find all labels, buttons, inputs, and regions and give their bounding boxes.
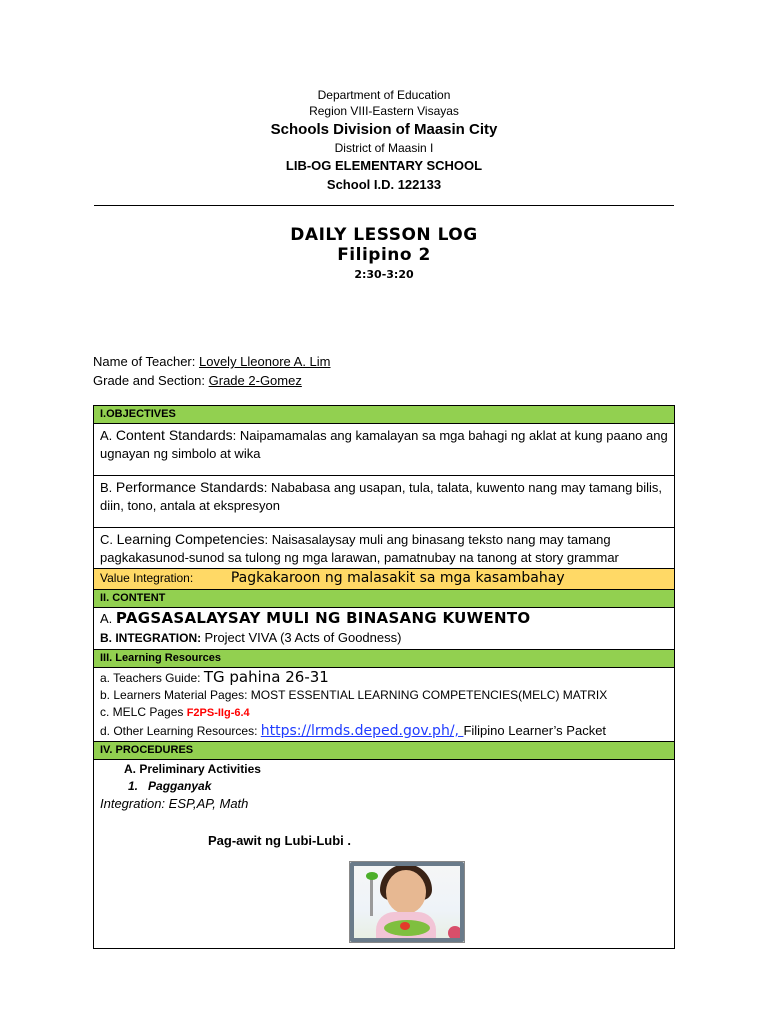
teachers-guide-line bbox=[100, 669, 668, 687]
subject-title: Filipino 2 bbox=[337, 245, 431, 265]
header-district: District of Maasin I bbox=[334, 141, 434, 155]
performance-standards-label: Performance Standards bbox=[115, 479, 264, 495]
header-department: Department of Education bbox=[317, 88, 451, 102]
lrmds-link[interactable]: https://lrmds.deped.gov.ph/, bbox=[260, 723, 464, 739]
content-standards-prefix: A. bbox=[100, 428, 116, 443]
teacher-name: Lovely Lleonore A. Lim bbox=[198, 354, 331, 369]
content-standards-cell bbox=[94, 424, 675, 476]
performance-standards-cell bbox=[94, 476, 675, 528]
girl-eating-vegetables-image bbox=[349, 861, 465, 943]
content-cell bbox=[94, 608, 675, 650]
content-heading: II. CONTENT bbox=[94, 590, 675, 608]
item-number: 1. bbox=[128, 779, 139, 793]
page-title: DAILY LESSON LOG bbox=[290, 225, 478, 245]
integration-label: B. INTEGRATION: bbox=[100, 631, 205, 645]
header-region: Region VIII-Eastern Visayas bbox=[309, 104, 459, 118]
pagganyak-label: Pagganyak bbox=[148, 779, 212, 793]
grade-label: Grade and Section: bbox=[93, 373, 209, 388]
header-school-id: School I.D. 122133 bbox=[326, 177, 442, 192]
value-integration-text: Pagkakaroon ng malasakit sa mga kasambahay bbox=[230, 570, 565, 586]
teacher-label: Name of Teacher: bbox=[93, 354, 199, 369]
content-standards-label: Content Standards bbox=[115, 427, 233, 443]
teachers-guide-value: TG pahina 26-31 bbox=[203, 668, 329, 686]
procedures-heading: IV. PROCEDURES bbox=[94, 742, 675, 760]
learning-competencies-label: Learning Competencies bbox=[116, 531, 265, 547]
learners-packet-text: Filipino Learner’s Packet bbox=[463, 723, 607, 738]
value-integration-cell bbox=[94, 569, 675, 590]
content-topic-prefix: A. bbox=[100, 611, 116, 626]
content-topic bbox=[100, 609, 668, 628]
integration-subjects: Integration: ESP,AP, Math bbox=[100, 796, 249, 811]
resources-heading: III. Learning Resources bbox=[94, 650, 675, 668]
learning-competencies-text: : Naisasalaysay muli ang binasang teksto nang may tamang pagkakasunod-sunod sa tulong ng mga larawan, pamatnubay na tanong at story grammar bbox=[100, 532, 619, 565]
melc-pages-line bbox=[100, 704, 668, 722]
header-divider bbox=[94, 205, 674, 206]
value-integration-label: Value Integration: bbox=[100, 571, 194, 585]
preliminary-activities: A. Preliminary Activities bbox=[124, 762, 261, 776]
resources-cell bbox=[94, 668, 675, 742]
teachers-guide-label: a. Teachers Guide: bbox=[100, 671, 204, 685]
performance-standards-prefix: B. bbox=[100, 480, 116, 495]
learning-competencies-cell bbox=[94, 528, 675, 569]
song-activity: Pag-awit ng Lubi-Lubi . bbox=[208, 833, 351, 848]
learning-competencies-prefix: C. bbox=[100, 532, 117, 547]
header-division: Schools Division of Maasin City bbox=[270, 121, 498, 138]
procedures-cell bbox=[94, 760, 675, 949]
grade-line bbox=[93, 372, 302, 390]
content-standards-text: : Naipamamalas ang kamalayan sa mga bahagi ng aklat at kung paano ang ugnayan ng simbolo at wika bbox=[100, 428, 668, 461]
content-topic-text: PAGSASALAYSAY MULI NG BINASANG KUWENTO bbox=[115, 609, 531, 627]
teacher-line bbox=[93, 353, 331, 371]
lesson-log-table bbox=[93, 405, 675, 949]
time-slot: 2:30-3:20 bbox=[354, 268, 414, 281]
objectives-heading: I.OBJECTIVES bbox=[94, 406, 675, 424]
integration-text: Project VIVA (3 Acts of Goodness) bbox=[204, 630, 402, 645]
header-school-name: LIB-OG ELEMENTARY SCHOOL bbox=[285, 158, 483, 173]
other-resources-label: d. Other Learning Resources: bbox=[100, 724, 261, 738]
other-resources-line bbox=[100, 722, 668, 740]
melc-pages-label: c. MELC Pages bbox=[100, 705, 187, 719]
performance-standards-text: : Nababasa ang usapan, tula, talata, kuwento nang may tamang bilis, diin, tono, antala at ekspresyon bbox=[100, 480, 662, 513]
content-integration bbox=[100, 628, 668, 648]
learners-material-line bbox=[100, 687, 668, 704]
learners-material-value: MOST ESSENTIAL LEARNING COMPETENCIES(MELC) MATRIX bbox=[250, 688, 608, 702]
melc-code: F2PS-IIg-6.4 bbox=[186, 707, 250, 719]
pagganyak-line bbox=[100, 778, 668, 795]
grade-section: Grade 2-Gomez bbox=[208, 373, 302, 388]
learners-material-label: b. Learners Material Pages: bbox=[100, 688, 251, 702]
